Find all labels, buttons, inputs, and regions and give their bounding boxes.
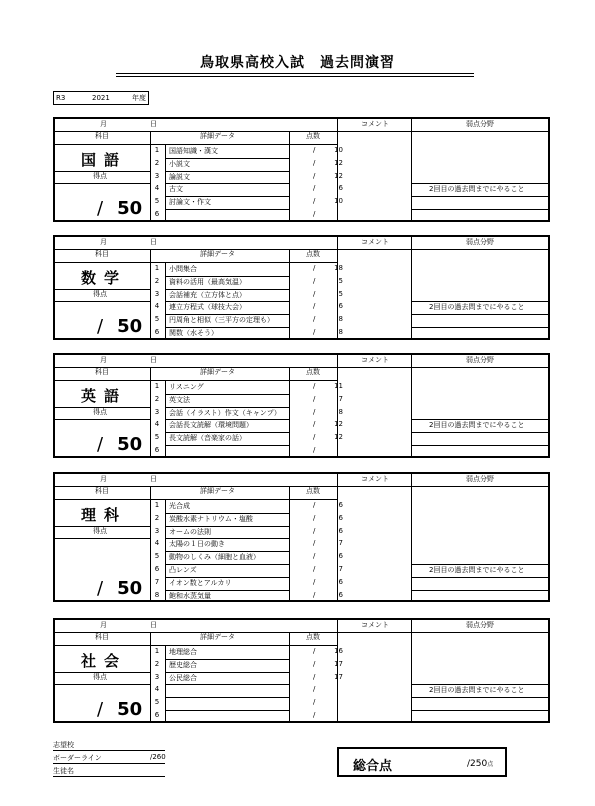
subject-col-label: 科目 (95, 487, 109, 495)
slash-mark: / (313, 698, 316, 707)
month-label: 月 (100, 120, 107, 128)
comment-label: コメント (361, 120, 389, 128)
question-topic: 会話長文読解（環境問題） (169, 421, 253, 430)
subject-section (53, 618, 550, 723)
score-label: 得点 (93, 408, 107, 416)
page-title: 鳥取県高校入試 過去問演習 (200, 55, 395, 71)
slash-mark: / (313, 590, 316, 599)
slash-mark: / (313, 276, 316, 285)
question-topic: 論説文 (169, 172, 190, 181)
slash-mark: / (313, 672, 316, 681)
detail-label: 詳細データ (200, 250, 235, 258)
question-topic: リスニング (169, 383, 204, 391)
row-divider (165, 697, 290, 698)
comment-label: コメント (361, 621, 389, 629)
detail-label: 詳細データ (200, 633, 235, 641)
weak-area-label: 弱点分野 (466, 238, 494, 246)
max-score: 50 (117, 578, 143, 600)
divider (289, 368, 290, 456)
question-number: 4 (154, 420, 160, 429)
question-number: 6 (154, 565, 160, 573)
border-line-value: /260 (150, 753, 166, 761)
divider (55, 486, 548, 487)
divider (55, 645, 337, 646)
points-value: 6 (338, 501, 343, 509)
subject-section (53, 472, 550, 602)
divider (412, 314, 548, 315)
question-number: 6 (154, 210, 160, 218)
question-topic: 太陽の１日の動き (169, 540, 225, 549)
slash-mark: / (313, 264, 316, 272)
divider (412, 196, 548, 197)
score-field[interactable] (97, 316, 142, 337)
subject-col-label: 科目 (95, 633, 109, 641)
divider (55, 144, 337, 145)
weak-area-note: 2回目の過去問までにやること (429, 185, 525, 194)
points-value: 11 (334, 382, 343, 390)
total-score-label: 総合点 (353, 759, 393, 774)
divider (289, 633, 290, 721)
question-number: 1 (154, 264, 160, 272)
points-value: 17 (334, 659, 343, 668)
points-value: 5 (338, 289, 343, 298)
slash-mark: / (313, 711, 316, 719)
points-value: 16 (334, 647, 343, 655)
comment-label: コメント (361, 356, 389, 364)
max-score: 50 (117, 698, 143, 720)
question-topic: 小問集合 (169, 265, 197, 273)
question-topic: 公民総合 (169, 673, 197, 682)
points-value: 12 (334, 420, 343, 429)
weak-area-note: 2回目の過去問までにやること (429, 303, 525, 312)
divider (55, 249, 548, 250)
question-number: 2 (154, 276, 160, 285)
slash-mark: / (313, 513, 316, 522)
day-label: 日 (150, 120, 157, 128)
subject-name: 理科 (81, 506, 128, 524)
divider (412, 209, 548, 210)
slash-mark: / (313, 394, 316, 403)
divider (412, 710, 548, 711)
slash-mark: / (313, 446, 316, 454)
score-field[interactable] (97, 699, 142, 720)
divider (53, 763, 165, 764)
divider (412, 590, 548, 591)
slash-mark: / (313, 197, 316, 206)
subject-name: 数学 (81, 269, 128, 287)
divider (411, 119, 412, 220)
detail-label: 詳細データ (200, 487, 235, 495)
question-number: 4 (154, 685, 160, 694)
question-number: 6 (154, 711, 160, 719)
divider (412, 432, 548, 433)
weak-area-label: 弱点分野 (466, 120, 494, 128)
points-value: 6 (338, 552, 343, 561)
subject-section (53, 117, 550, 222)
question-number: 8 (154, 590, 160, 599)
slash-mark: / (97, 315, 104, 337)
question-topic: 会話（イラスト）作文（キャンプ） (169, 408, 281, 417)
era-label: R3 (56, 94, 66, 102)
score-label: 得点 (93, 172, 107, 180)
row-divider (165, 710, 290, 711)
question-number: 6 (154, 328, 160, 336)
divider (55, 419, 150, 420)
row-divider (165, 183, 290, 184)
question-number: 1 (154, 146, 160, 154)
question-number: 1 (154, 647, 160, 655)
question-number: 2 (154, 158, 160, 167)
detail-label: 詳細データ (200, 368, 235, 376)
question-topic: 会話補充（立方体と点） (169, 290, 246, 299)
points-value: 7 (338, 539, 343, 548)
points-value: 7 (338, 565, 343, 573)
question-topic: 小説文 (169, 159, 190, 168)
points-value: 8 (338, 407, 343, 416)
divider (55, 380, 337, 381)
question-number: 5 (154, 433, 160, 442)
weak-area-note: 2回目の過去問までにやること (429, 686, 525, 695)
weak-area-label: 弱点分野 (466, 475, 494, 483)
question-number: 7 (154, 577, 160, 586)
points-value: 12 (334, 158, 343, 167)
score-label: 得点 (93, 290, 107, 298)
question-topic: 古文 (169, 185, 183, 194)
question-number: 5 (154, 197, 160, 206)
slash-mark: / (313, 565, 316, 573)
slash-mark: / (313, 158, 316, 167)
weak-area-label: 弱点分野 (466, 621, 494, 629)
year-value: 2021 (92, 94, 110, 102)
slash-mark: / (313, 171, 316, 180)
slash-mark: / (97, 433, 104, 455)
slash-mark: / (97, 698, 104, 720)
slash-mark: / (313, 210, 316, 218)
question-topic: オームの法則 (169, 527, 211, 536)
divider (53, 750, 165, 751)
slash-mark: / (313, 501, 316, 509)
divider (337, 620, 338, 721)
day-label: 日 (150, 238, 157, 246)
question-number: 2 (154, 513, 160, 522)
points-value: 10 (334, 146, 343, 154)
subject-section (53, 235, 550, 340)
subject-col-label: 科目 (95, 132, 109, 140)
question-number: 3 (154, 407, 160, 416)
slash-mark: / (313, 289, 316, 298)
divider (411, 237, 412, 338)
divider (289, 250, 290, 338)
divider (412, 697, 548, 698)
divider (55, 262, 337, 263)
score-label: 得点 (93, 527, 107, 535)
title-underline (116, 76, 474, 77)
question-number: 5 (154, 315, 160, 324)
target-school-label: 志望校 (53, 741, 74, 749)
points-label: 点数 (306, 250, 320, 258)
question-number: 3 (154, 672, 160, 681)
question-topic: 円周角と相似（三平方の定理も） (169, 316, 274, 325)
question-number: 5 (154, 552, 160, 561)
divider (289, 487, 290, 600)
day-label: 日 (150, 475, 157, 483)
divider (55, 367, 548, 368)
max-score: 50 (117, 197, 143, 219)
slash-mark: / (313, 539, 316, 548)
points-value: 12 (334, 171, 343, 180)
question-number: 4 (154, 184, 160, 193)
points-value: 17 (334, 672, 343, 681)
question-number: 3 (154, 289, 160, 298)
points-label: 点数 (306, 633, 320, 641)
points-value: 6 (338, 184, 343, 193)
divider (55, 632, 548, 633)
score-label: 得点 (93, 673, 107, 681)
points-value: 6 (338, 590, 343, 599)
divider (412, 577, 548, 578)
points-value: 5 (338, 276, 343, 285)
question-topic: 関数（水そう） (169, 329, 218, 337)
slash-mark: / (97, 197, 104, 219)
subject-name: 国語 (81, 151, 128, 169)
row-divider (165, 209, 290, 210)
total-score-value: /250点 (467, 759, 494, 769)
year-field[interactable] (53, 91, 149, 105)
comment-label: コメント (361, 475, 389, 483)
divider (55, 183, 150, 184)
question-number: 6 (154, 446, 160, 454)
points-value: 6 (338, 302, 343, 311)
slash-mark: / (313, 302, 316, 311)
divider (411, 355, 412, 456)
subject-name: 社会 (81, 652, 128, 670)
question-number: 1 (154, 501, 160, 509)
slash-mark: / (313, 433, 316, 442)
question-topic: 討論文・作文 (169, 198, 211, 207)
subject-col-label: 科目 (95, 368, 109, 376)
divider (412, 445, 548, 446)
points-value: 12 (334, 433, 343, 442)
slash-mark: / (313, 659, 316, 668)
points-value: 6 (338, 526, 343, 535)
question-number: 3 (154, 526, 160, 535)
points-label: 点数 (306, 132, 320, 140)
title-underline (116, 73, 474, 74)
slash-mark: / (313, 685, 316, 694)
question-topic: 英文法 (169, 395, 190, 404)
student-name-label: 生徒名 (53, 767, 74, 775)
question-number: 4 (154, 302, 160, 311)
divider (411, 474, 412, 600)
question-number: 3 (154, 171, 160, 180)
month-label: 月 (100, 238, 107, 246)
slash-mark: / (313, 382, 316, 390)
max-score: 50 (117, 315, 143, 337)
points-value: 7 (338, 394, 343, 403)
detail-label: 詳細データ (200, 132, 235, 140)
weak-area-note: 2回目の過去問までにやること (429, 421, 525, 430)
slash-mark: / (313, 647, 316, 655)
points-label: 点数 (306, 487, 320, 495)
question-number: 2 (154, 659, 160, 668)
subject-section (53, 353, 550, 458)
question-topic: 資料の活用（最高気温） (169, 277, 246, 286)
subject-name: 英語 (81, 387, 128, 405)
question-number: 4 (154, 539, 160, 548)
month-label: 月 (100, 475, 107, 483)
slash-mark: / (313, 315, 316, 324)
score-field[interactable] (97, 578, 142, 599)
month-label: 月 (100, 621, 107, 629)
total-score-box[interactable] (337, 747, 507, 777)
comment-label: コメント (361, 238, 389, 246)
question-topic: 歴史総合 (169, 660, 197, 669)
divider (289, 132, 290, 220)
points-value: 6 (338, 513, 343, 522)
points-value: 10 (334, 197, 343, 206)
question-topic: 凸レンズ (169, 566, 197, 574)
month-label: 月 (100, 356, 107, 364)
score-field[interactable] (97, 198, 142, 219)
question-topic: 動物のしくみ（細胞と血液） (169, 553, 260, 562)
question-number: 5 (154, 698, 160, 707)
points-label: 点数 (306, 368, 320, 376)
points-value: 18 (334, 264, 343, 272)
slash-mark: / (313, 184, 316, 193)
divider (55, 684, 150, 685)
divider (411, 620, 412, 721)
slash-mark: / (97, 578, 104, 600)
question-topic: 長文読解（音楽家の話） (169, 434, 246, 443)
question-topic: イオン数とアルカリ (169, 578, 232, 587)
question-number: 1 (154, 382, 160, 390)
slash-mark: / (313, 328, 316, 336)
question-topic: 国語知識・漢文 (169, 147, 218, 155)
year-suffix: 年度 (132, 94, 146, 102)
divider (55, 538, 150, 539)
divider (165, 500, 166, 600)
points-value: 6 (338, 577, 343, 586)
points-value: 8 (338, 328, 343, 336)
question-topic: 光合成 (169, 502, 190, 510)
subject-col-label: 科目 (95, 250, 109, 258)
question-number: 2 (154, 394, 160, 403)
row-divider (165, 445, 290, 446)
slash-mark: / (313, 526, 316, 535)
day-label: 日 (150, 356, 157, 364)
divider (55, 131, 548, 132)
border-line-label: ボーダーライン (53, 754, 102, 762)
question-topic: 飽和水蒸気量 (169, 591, 211, 600)
slash-mark: / (313, 407, 316, 416)
row-divider (165, 684, 290, 685)
slash-mark: / (313, 552, 316, 561)
slash-mark: / (313, 146, 316, 154)
divider (55, 301, 150, 302)
divider (412, 327, 548, 328)
weak-area-note: 2回目の過去問までにやること (429, 566, 525, 574)
weak-area-label: 弱点分野 (466, 356, 494, 364)
points-value: 8 (338, 315, 343, 324)
question-topic: 地理総合 (169, 648, 197, 656)
max-score: 50 (117, 433, 143, 455)
slash-mark: / (313, 420, 316, 429)
question-topic: 連立方程式（球技大会） (169, 303, 246, 312)
question-topic: 炭酸水素ナトリウム・塩酸 (169, 514, 253, 523)
score-field[interactable] (97, 434, 142, 455)
day-label: 日 (150, 621, 157, 629)
slash-mark: / (313, 577, 316, 586)
divider (53, 776, 165, 777)
divider (55, 499, 337, 500)
